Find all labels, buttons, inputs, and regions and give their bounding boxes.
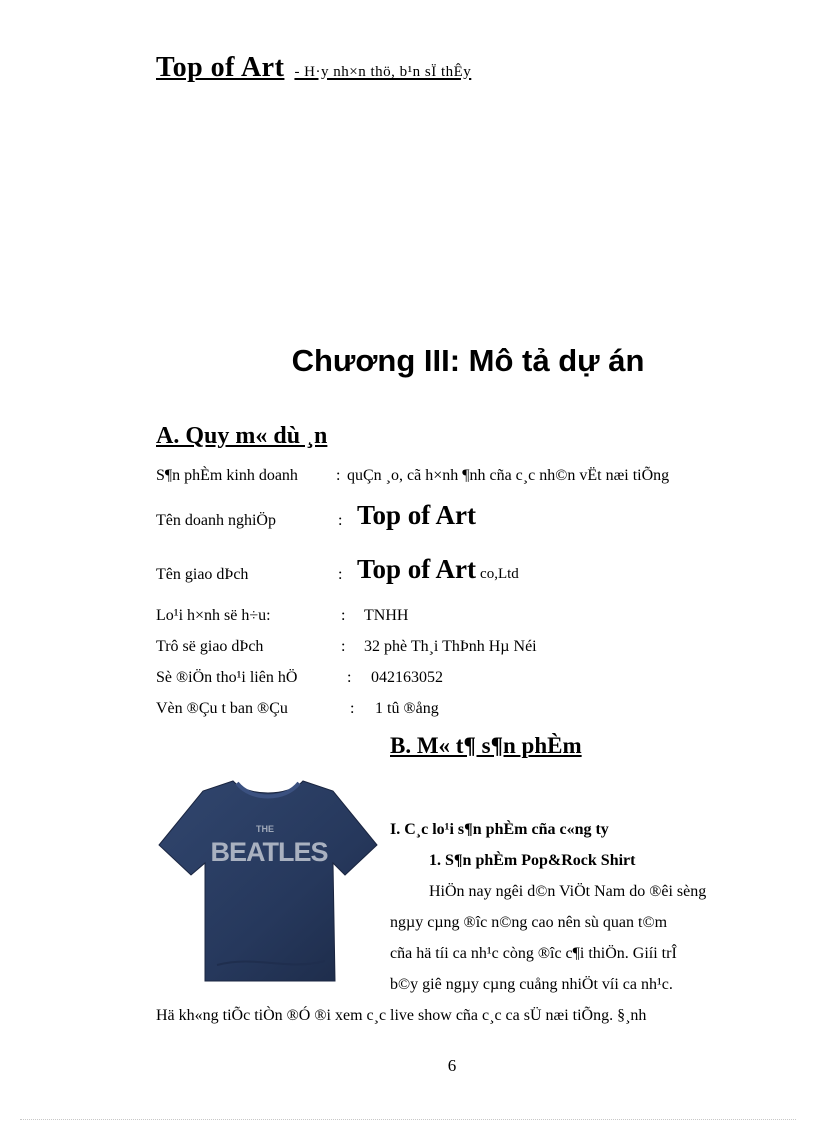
info-colon: : [338, 566, 343, 583]
info-value-trade-name [357, 554, 519, 585]
svg-text:THE: THE [256, 824, 274, 834]
info-colon: : [341, 638, 346, 655]
page-bottom-rule [20, 1119, 796, 1120]
beatles-tshirt-image [157, 775, 379, 987]
section-b-title: B. M« t¶ s¶n phÈm [390, 733, 582, 758]
info-colon: : [350, 700, 355, 717]
tshirt-body [159, 781, 377, 981]
info-label-company-name: Tên doanh nghiÖp [156, 512, 276, 529]
svg-text:BEATLES: BEATLES [210, 837, 328, 867]
paragraph-line: HiÖn nay ngêi d©n ViÖt Nam do ®êi sèng [429, 883, 707, 900]
paragraph-line: cña hä tíi ca nh¹c còng ®îc c¶i thiÖn. Giíi trÎ [390, 945, 677, 962]
info-value-ownership: TNHH [364, 607, 409, 624]
info-label-phone: Sè ®iÖn tho¹i liên hÖ [156, 669, 298, 686]
info-label-headquarters: Trô së giao dÞch [156, 638, 264, 655]
subsection-title: I. C¸c lo¹i s¶n phÈm cña c«ng ty [390, 821, 609, 838]
trade-name-suffix: co,Ltd [480, 566, 519, 582]
info-value-product: quÇn ¸o, cã h×nh ¶nh cña c¸c nh©n vËt næi tiÕng [347, 467, 670, 484]
paragraph-line: ngµy cµng ®îc n©ng cao nên sù quan t©m [390, 914, 668, 931]
product-item-title: 1. S¶n phÈm Pop&Rock Shirt [429, 852, 636, 869]
info-label-capital: Vèn ®Çu t ban ®Çu [156, 700, 288, 717]
brand-header [156, 52, 471, 84]
info-value-company-name: Top of Art [357, 500, 477, 530]
paragraph-line: Hä kh«ng tiÕc tiÒn ®Ó ®i xem c¸c live show cña c¸c ca sÜ næi tiÕng. §¸nh [156, 1007, 647, 1024]
brand-title: Top of Art [156, 52, 285, 83]
info-label-ownership: Lo¹i h×nh së h÷u: [156, 607, 271, 624]
info-label-product: S¶n phÈm kinh doanh [156, 467, 298, 484]
info-colon: : [347, 669, 352, 686]
info-label-trade-name: Tên giao dÞch [156, 566, 249, 583]
info-colon: : [338, 512, 343, 529]
info-value-headquarters: 32 phè Th¸i ThÞnh Hµ Néi [364, 638, 537, 655]
section-a-title: A. Quy m« dù ¸n [156, 423, 328, 449]
paragraph-line: b©y giê ngµy cµng cuång nhiÖt víi ca nh¹c. [390, 976, 673, 993]
info-colon: : [336, 467, 341, 484]
trade-name-text: Top of Art [357, 554, 477, 584]
chapter-title: Chương III: Mô tả dự án [291, 343, 645, 378]
info-value-capital: 1 tû ®ång [375, 700, 439, 717]
brand-tagline: - H·y nh×n thö, b¹n sÏ thÊy [294, 64, 472, 80]
page-number: 6 [447, 1056, 457, 1075]
info-value-phone: 042163052 [371, 669, 443, 686]
info-colon: : [341, 607, 346, 624]
